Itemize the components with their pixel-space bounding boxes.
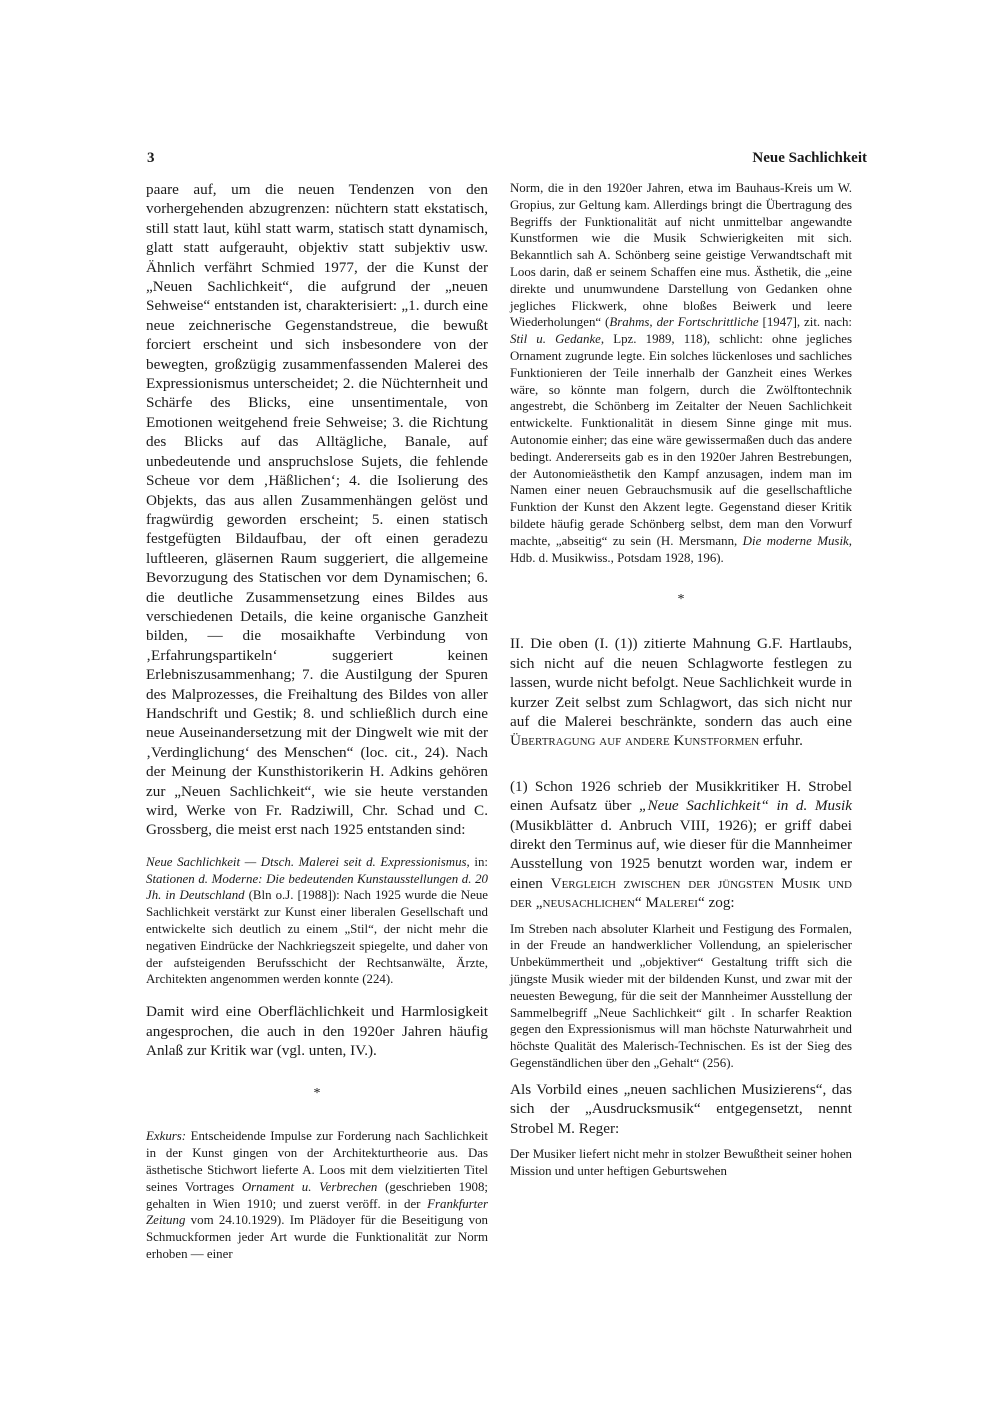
paragraph-reger: Als Vorbild eines „neuen sachlichen Musizierens“, das sich der „Ausdrucksmusik“ entgegensetzt, nennt Strobel M. Reger: [510, 1080, 852, 1137]
paragraph-strobel: (1) Schon 1926 schrieb der Musikkritiker H. Strobel einen Aufsatz über „Neue Sachlichkeit“ in d. Musik (Musikblätter d. Anbruch VIII, 1926); er griff dabei direkt den Terminus auf, wie dieser für die Mannheimer Ausstellung von 1925 benutzt worden war, indem er einen Vergleich zwischen der jüngsten Musik und der „neusachlichen“ Malerei“ zog: [510, 777, 852, 912]
smallcaps-term: Übertragung auf andere Kunstformen [510, 732, 760, 750]
section-separator: * [313, 1086, 321, 1102]
quote-strobel: Im Streben nach absoluter Klarheit und Festigung des Formalen, in der Freude an handwerklicher Vollendung, an spielerischer Unbekümmertheit und „objektiver“ Gestaltung trifft sich die jüngste Musik wieder mit der bildenden Kunst, und zwar mit der neuesten Bewegung, für die seit der Mannheimer Ausstellung der Sammelbegriff „Neue Sachlichkeit“ gilt . In scharfer Reaktion gegen den Expressionismus will man höchste Naturwahrheit und höchste Qualität des Malerisch-Technischen. Es ist der Sieg des Gegenständlichen über den „Gehalt“ (256). [510, 921, 852, 1070]
quote-reger: Der Musiker liefert nicht mehr in stolzer Bewußtheit seiner hohen Mission und unter heftigen Geburtswehen [510, 1147, 852, 1178]
excursus-title: Ornament u. Verbrechen [241, 1179, 378, 1194]
quote-source: Stationen d. Moderne: Die bedeutenden Kunstausstellungen d. 20 Jh. in Deutschland [146, 871, 488, 903]
paragraph-schmied: paare auf, um die neuen Tendenzen von den vorhergehenden abzugrenzen: nüchtern statt ekstatisch, still statt laut, kühl statt warm, statisch statt dynamisch, glatt statt aufgerauht, objektiv statt subjektiv usw. Ähnlich verfährt Schmied 1977, der die Kunst der „Neuen Sachlichkeit“, die aufgrund der „neuen Sehweise“ entstanden ist, charakterisiert: „1. durch eine neue zeichnerische Gegenstandstreue, die bewußt forciert erscheint und sich insbesondere von der bewegten, großzügig zusammenfassenden Malerei des Expressionismus unterscheidet; 2. die Nüchternheit und Schärfe des Blicks, eine unsentimentale, von Emotionen weitgehend freie Sehweise; 3. die Richtung des Blicks auf das Alltägliche, Banale, auf unbedeutende und anspruchslose Sujets, die fehlende Scheue vor dem ‚Häßlichen‘; 4. die Isolierung des Objekts, das aus allen Zusammenhängen gelöst und fragwürdig geworden erscheint; 5. einen statisch festgefügten Bildaufbau, der oft einen geradezu luftleeren, gläsernen Raum suggeriert, die allgemeine Bevorzugung des Statischen vor dem Dynamischen; 6. die deutliche Zusammensetzung eines Bildes aus verschiedenen Details, die keine organische Ganzheit bilden, — die mosaikhafte Verbindung von ‚Erfahrungspartikeln‘ suggeriert keinen Erlebniszusammenhang; 7. die Austilgung der Spuren des Malprozesses, die Freihaltung des Bildes von aller Handschrift und Gestik; 8. und schließlich durch eine neue Auseinandersetzung mit der Dingwelt wie mit der ‚Verdinglichung‘ des Menschen“ (loc. cit., 24). Nach der Meinung der Kunsthistorikerin H. Adkins gehören zur „Neuen Sachlichkeit“, wie sie heute verstanden wird, Werke von Fr. Radziwill, Chr. Schad und C. Grossberg, die meist erst nach 1925 entstanden sind: [146, 181, 488, 839]
excursus-paragraph: Exkurs: Entscheidende Impulse zur Forderung nach Sachlichkeit in der Kunst gingen von der Architekturtheorie aus. Das ästhetische Stichwort lieferte A. Loos mit dem vielzitierten Titel seines Vortrages Ornament u. Verbrechen (geschrieben 1908; gehalten in Wien 1910; und zuerst veröff. in der Frankfurter Zeitung vom 24.10.1929). Im Plädoyer für die Beseitigung von Schmuckformen jeder Art wurde die Funktionalität zur Norm erhoben — einer [146, 1129, 488, 1261]
paragraph-harmlosigkeit: Damit wird eine Oberflächlichkeit und Harmlosigkeit angesprochen, die auch in den 1920er Jahren häufig Anlaß zur Kritik war (vgl. unten, IV.). [146, 1003, 488, 1059]
excursus-newspaper: Frankfurter Zeitung [146, 1196, 488, 1228]
page-number: 3 [147, 150, 155, 166]
left-column [146, 180, 488, 1263]
citation-moderne-musik: Die moderne Musik [742, 533, 849, 548]
section-separator: * [677, 592, 685, 608]
citation-stil: Stil u. Gedanke [510, 332, 601, 347]
right-column [510, 180, 852, 1180]
citation-brahms: Brahms, der Fortschrittliche [609, 315, 759, 330]
strobel-title: „Neue Sachlichkeit“ in d. Musik [639, 797, 852, 815]
excursus-continuation: Norm, die in den 1920er Jahren, etwa im Bauhaus-Kreis um W. Gropius, zur Geltung kam. Allerdings bringt die Übertragung des Begriffs der Funktionalität auf nicht unmittelbar angewandte Kunstformen wie die Musik Schwierigkeiten mit sich. Bekanntlich sah A. Schönberg seine geistige Verwandtschaft mit Loos darin, daß er seinem Schaffen eine mus. Ästhetik, die „eine direkte und unumwundene Darstellung von Gedanken ohne jegliches Flickwerk, ohne bloßes Beiwerk und leere Wiederholungen“ (Brahms, der Fortschrittliche [1947], zit. nach: Stil u. Gedanke, Lpz. 1989, 118), schlicht: ohne jegliches Ornament zugrunde legte. Ein solches lückenloses und sachliches Funktionieren der Teile innerhalb der Ganzheit eines Werkes wäre, so könnte man folgern, durch die Zwölftontechnik angestrebt, die Schönberg im Zeitalter der Neuen Sachlichkeit entwickelte. Funktionalität in diesem Sinne ginge mit mus. Autonomie einher; das eine wäre gewissermaßen duch das andere bedingt. Andererseits gab es in den 1920er Jahren Bestrebungen, der Autonomieästhetik den Kampf anzusagen, indem man im Namen einer neuen Gebrauchsmusik auf die gesellschaftliche Funktion der Kunst den Akzent legte. Gegenstand dieser Kritik bildete häufig gerade Schönberg selbst, dem man den Vorwurf machte, „abseitig“ zu sein (H. Mersmann, Die moderne Musik, Hdb. d. Musikwiss., Potsdam 1928, 196). [510, 181, 852, 565]
page-header [147, 150, 867, 172]
quote-adkins: Neue Sachlichkeit — Dtsch. Malerei seit d. Expressionismus, in: Stationen d. Moderne: Die bedeutenden Kunstausstellungen d. 20 Jh. in Deutschland (Bln o.J. [1988]): Nach 1925 wurde die Neue Sachlichkeit verstärkt zur Kunst einer liberalen Gesellschaft und entwickelte sich deutlich zu einem „Stil“, der nicht mehr die negativen Eindrücke der Nachkriegszeit spiegelte, und daher von der aufsteigenden Berufsschicht der Rechtsanwälte, Ärzte, Architekten angenommen werden konnte (224). [146, 854, 488, 987]
quote-title: Neue Sachlichkeit — Dtsch. Malerei seit d. Expressionismus, [146, 854, 470, 869]
excursus-label: Exkurs: [146, 1129, 187, 1144]
section-two-intro: II. Die oben (I. (1)) zitierte Mahnung G.F. Hartlaubs, sich nicht auf die neuen Schlagworte festlegen zu lassen, wurde nicht befolgt. Neue Sachlichkeit wurde in kurzer Zeit selbst zum Schlagwort, das sich nicht nur auf die Malerei beschränkte, sondern das auch eine Übertragung auf andere Kunstformen erfuhr. [510, 635, 852, 750]
smallcaps-comparison: Vergleich zwischen der jüngsten Musik und der „neusachlichen“ Malerei [510, 874, 852, 912]
running-title: Neue Sachlichkeit [752, 150, 867, 166]
